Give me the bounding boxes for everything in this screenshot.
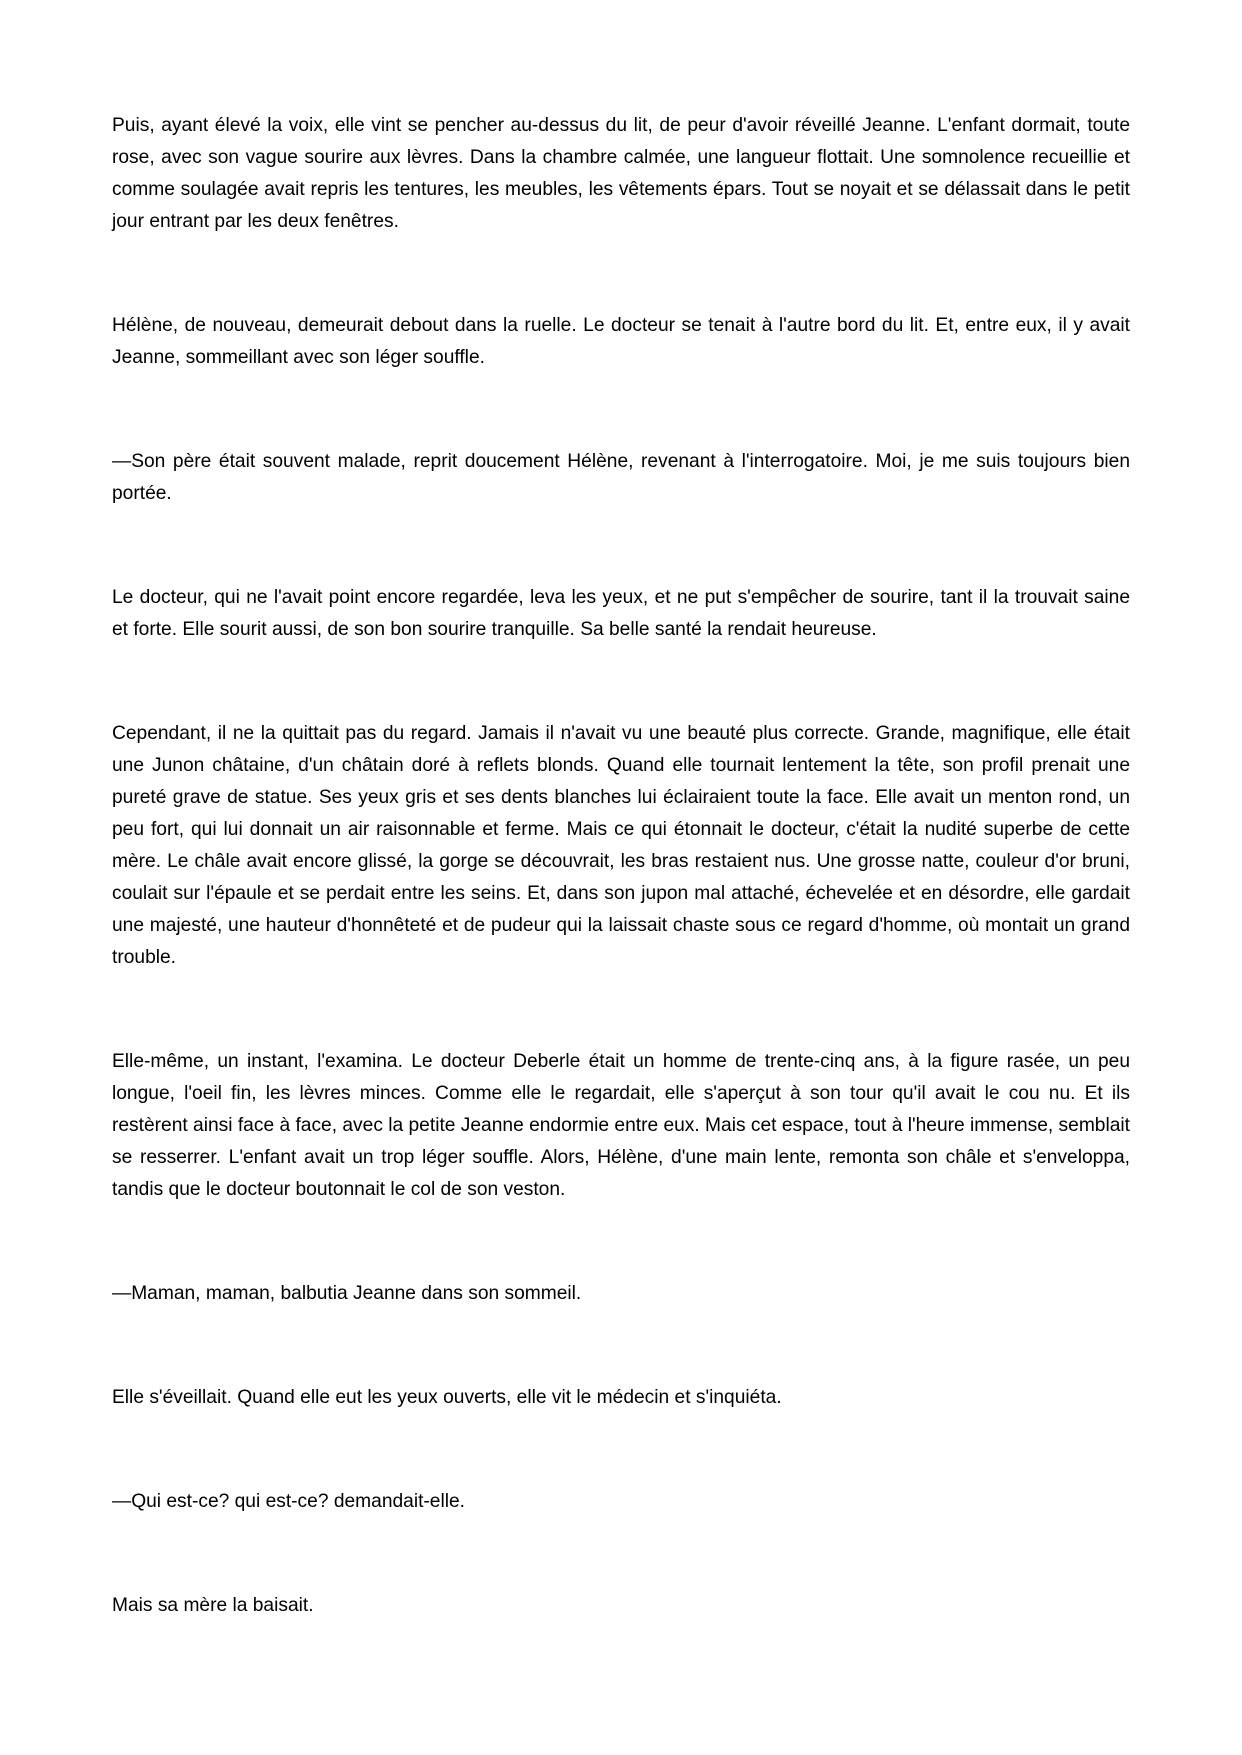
paragraph: Puis, ayant élevé la voix, elle vint se pencher au-dessus du lit, de peur d'avoir réveillé Jeanne. L'enfant dormait, toute rose, avec son vague sourire aux lèvres. Dans la chambre calmée, une langueur flottait. Une somnolence recueillie et comme soulagée avait repris les tentures, les meubles, les vêtements épars. Tout se noyait et se délassait dans le petit jour entrant par les deux fenêtres. (112, 115, 1130, 232)
paragraph: —Maman, maman, balbutia Jeanne dans son sommeil. (112, 1283, 582, 1304)
paragraph: Elle-même, un instant, l'examina. Le docteur Deberle était un homme de trente-cinq ans, à la figure rasée, un peu longue, l'oeil fin, les lèvres minces. Comme elle le regardait, elle s'aperçut à son tour qu'il avait le cou nu. Et ils restèrent ainsi face à face, avec la petite Jeanne endormie entre eux. Mais cet espace, tout à l'heure immense, semblait se resserrer. L'enfant avait un trop léger souffle. Alors, Hélène, d'une main lente, remonta son châle et s'enveloppa, tandis que le docteur boutonnait le col de son veston. (112, 1051, 1130, 1200)
paragraph: Le docteur, qui ne l'avait point encore regardée, leva les yeux, et ne put s'empêcher de sourire, tant il la trouvait saine et forte. Elle sourit aussi, de son bon sourire tranquille. Sa belle santé la rendait heureuse. (112, 587, 1130, 640)
paragraph: —Son père était souvent malade, reprit doucement Hélène, revenant à l'interrogatoire. Moi, je me suis toujours bien portée. (112, 451, 1130, 504)
paragraph: —Qui est-ce? qui est-ce? demandait-elle. (112, 1491, 466, 1512)
paragraph: Mais sa mère la baisait. (112, 1595, 314, 1616)
paragraph: Cependant, il ne la quittait pas du regard. Jamais il n'avait vu une beauté plus correcte. Grande, magnifique, elle était une Junon châtaine, d'un châtain doré à reflets blonds. Quand elle tournait lentement la tête, son profil prenait une pureté grave de statue. Ses yeux gris et ses dents blanches lui éclairaient toute la face. Elle avait un menton rond, un peu fort, qui lui donnait un air raisonnable et ferme. Mais ce qui étonnait le docteur, c'était la nudité superbe de cette mère. Le châle avait encore glissé, la gorge se découvrait, les bras restaient nus. Une grosse natte, couleur d'or bruni, coulait sur l'épaule et se perdait entre les seins. Et, dans son jupon mal attaché, échevelée et en désordre, elle gardait une majesté, une hauteur d'honnêteté et de pudeur qui la laissait chaste sous ce regard d'homme, où montait un grand trouble. (112, 723, 1130, 968)
document-page (112, 110, 1130, 1622)
paragraph: Elle s'éveillait. Quand elle eut les yeux ouverts, elle vit le médecin et s'inquiéta. (112, 1387, 782, 1408)
paragraph: Hélène, de nouveau, demeurait debout dans la ruelle. Le docteur se tenait à l'autre bord du lit. Et, entre eux, il y avait Jeanne, sommeillant avec son léger souffle. (112, 315, 1130, 368)
